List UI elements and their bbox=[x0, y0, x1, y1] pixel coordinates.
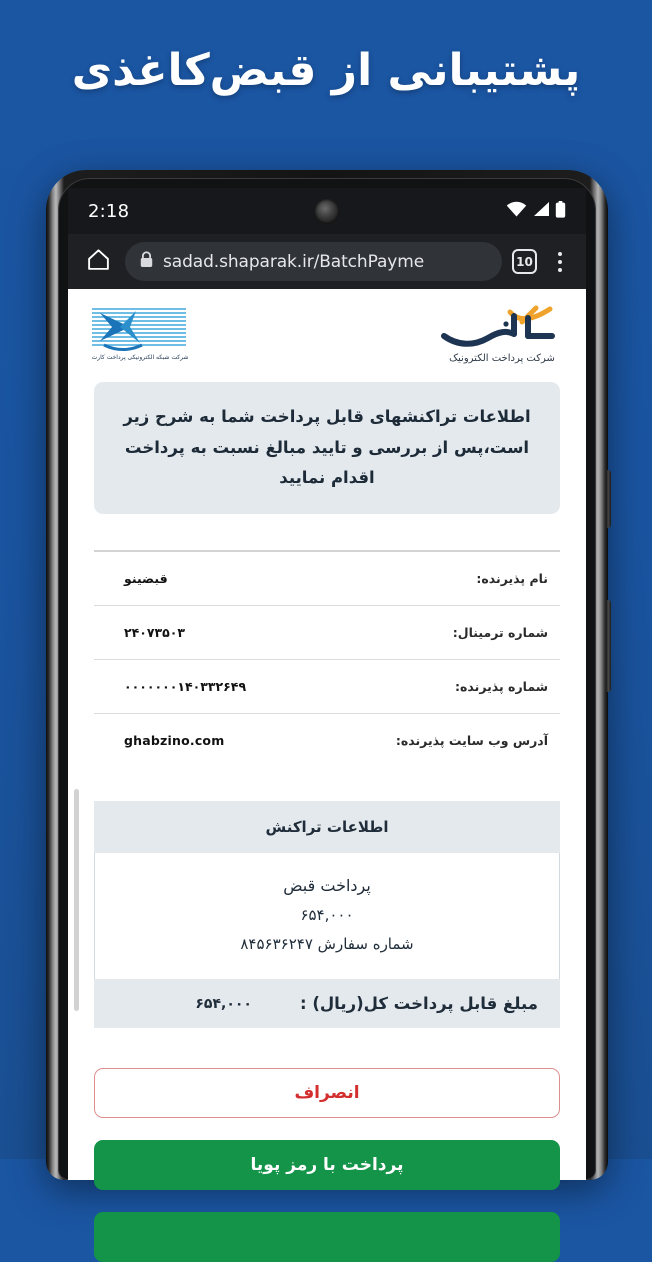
row-value: ghabzino.com bbox=[124, 732, 225, 748]
transaction-card-header: اطلاعات تراکنش bbox=[94, 801, 560, 853]
shaparak-logo bbox=[90, 305, 190, 365]
lock-icon bbox=[139, 251, 154, 272]
phone-mockup bbox=[46, 170, 608, 1180]
pay-with-otp-button[interactable]: پرداخت با رمز پویا bbox=[94, 1140, 560, 1190]
transaction-total-row bbox=[94, 979, 560, 1028]
transaction-card-body bbox=[94, 853, 560, 980]
promo-headline: پشتیبانی از قبض‌کاغذی bbox=[71, 45, 581, 96]
sadad-logo-subtitle: شرکت پرداخت الکترونیک bbox=[449, 352, 555, 364]
row-label: آدرس وب سایت پذیرنده: bbox=[395, 732, 548, 748]
table-row bbox=[94, 605, 560, 659]
site-header-logos bbox=[68, 289, 586, 374]
sadad-logo-mark bbox=[440, 306, 564, 350]
page-scrollbar[interactable] bbox=[74, 789, 79, 1011]
status-bar-icons bbox=[506, 201, 566, 222]
url-bar[interactable] bbox=[125, 242, 502, 281]
wifi-icon bbox=[506, 201, 527, 221]
home-button[interactable] bbox=[81, 245, 115, 279]
url-text: sadad.shaparak.ir/BatchPayme bbox=[163, 251, 425, 272]
overflow-menu-icon[interactable] bbox=[547, 247, 573, 277]
pay-secondary-button[interactable] bbox=[94, 1212, 560, 1262]
transaction-title: پرداخت قبض bbox=[283, 875, 371, 895]
cellular-signal-icon bbox=[532, 201, 550, 221]
total-value: ۶۵۴,۰۰۰ bbox=[195, 995, 252, 1012]
web-page-content bbox=[68, 289, 586, 1180]
phone-power-button[interactable] bbox=[606, 600, 611, 692]
tab-counter-button[interactable]: 10 bbox=[512, 249, 537, 274]
row-label: شماره ترمینال: bbox=[452, 624, 548, 640]
sadad-logo bbox=[440, 306, 564, 364]
svg-text:شرکت شبکه الکترونیکی پرداخت کا: شرکت شبکه الکترونیکی پرداخت کارت bbox=[91, 353, 189, 361]
row-value: قبضینو bbox=[124, 570, 168, 586]
phone-screen bbox=[68, 188, 586, 1180]
status-bar-clock: 2:18 bbox=[88, 200, 130, 222]
table-row bbox=[94, 550, 560, 605]
table-row bbox=[94, 713, 560, 767]
row-label: شماره پذیرنده: bbox=[455, 678, 548, 694]
action-buttons bbox=[94, 1068, 560, 1262]
home-icon bbox=[86, 247, 111, 276]
total-label: مبلغ قابل پرداخت کل(ریال) : bbox=[299, 994, 538, 1014]
row-value: ۰۰۰۰۰۰۰۱۴۰۳۳۲۶۴۹ bbox=[124, 678, 247, 694]
browser-toolbar bbox=[68, 234, 586, 289]
row-value: ۲۴۰۷۳۵۰۳ bbox=[124, 624, 186, 640]
cancel-button[interactable]: انصراف bbox=[94, 1068, 560, 1118]
transaction-order-number: شماره سفارش ۸۴۵۶۳۶۲۴۷ bbox=[240, 934, 414, 953]
transaction-amount: ۶۵۴,۰۰۰ bbox=[300, 905, 354, 924]
status-bar bbox=[68, 188, 586, 234]
info-banner: اطلاعات تراکنشهای قابل پرداخت شما به شرح زیر است،پس از بررسی و تایید مبالغ نسبت به پرداخت اقدام نمایید bbox=[94, 382, 560, 514]
merchant-details-table bbox=[94, 550, 560, 767]
row-label: نام پذیرنده: bbox=[476, 570, 548, 586]
battery-icon bbox=[555, 201, 566, 222]
transaction-card bbox=[94, 801, 560, 1029]
phone-volume-button[interactable] bbox=[606, 470, 611, 528]
table-row bbox=[94, 659, 560, 713]
front-camera-punch-hole bbox=[315, 199, 340, 224]
